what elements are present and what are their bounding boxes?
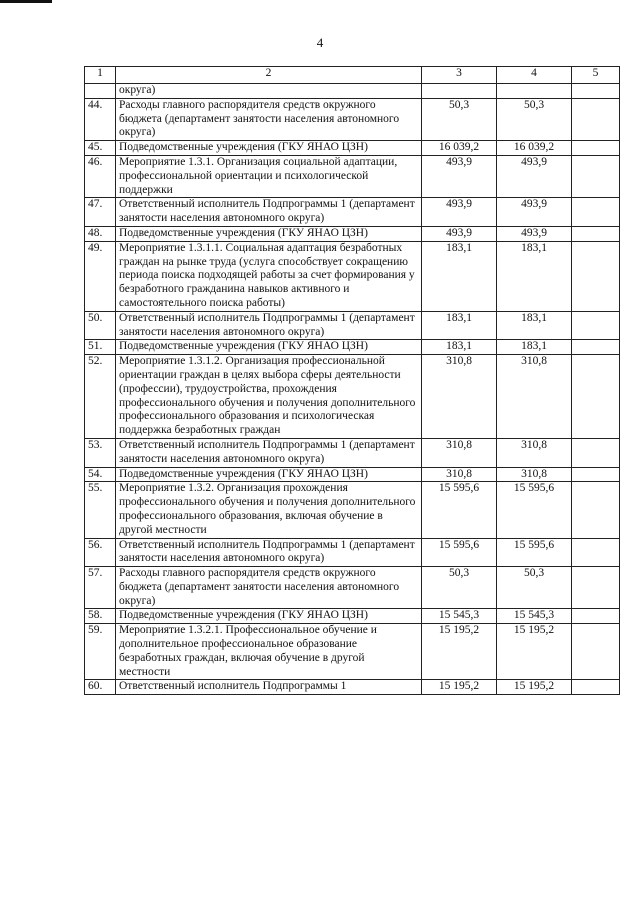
table-row: [85, 98, 620, 140]
row-number: 59.: [85, 624, 116, 680]
table-row: [85, 467, 620, 482]
header-col-3: 3: [422, 67, 497, 84]
row-col-4: 16 039,2: [497, 141, 572, 156]
table-row: [85, 311, 620, 340]
row-col-3: 15 595,6: [422, 482, 497, 538]
row-col-5: [572, 538, 620, 567]
row-col-5: [572, 624, 620, 680]
row-col-5: [572, 467, 620, 482]
row-number: 58.: [85, 609, 116, 624]
row-col-3: 50,3: [422, 98, 497, 140]
row-number: 57.: [85, 567, 116, 609]
row-description: Подведомственные учреждения (ГКУ ЯНАО ЦЗН): [116, 467, 422, 482]
row-col-3: 310,8: [422, 467, 497, 482]
row-number: 52.: [85, 355, 116, 439]
row-number: [85, 84, 116, 99]
row-col-5: [572, 680, 620, 695]
row-col-4: 310,8: [497, 355, 572, 439]
row-description: Ответственный исполнитель Подпрограммы 1 (департамент занятости населения автономного округа): [116, 311, 422, 340]
row-number: 47.: [85, 198, 116, 227]
row-description: Мероприятие 1.3.1.2. Организация профессиональной ориентации граждан в целях выбора сферы деятельности (профессии), трудоустройства, прохождения профессионального обучения и получения дополнительного профессионального образования и психологическая поддержка безработных граждан: [116, 355, 422, 439]
row-number: 55.: [85, 482, 116, 538]
row-number: 44.: [85, 98, 116, 140]
row-description: Мероприятие 1.3.1.1. Социальная адаптация безработных граждан на рынке труда (услуга способствует сокращению периода поиска подходящей работы за счет формирования у безработного гражданина навыков активного и самостоятельного поиска работы): [116, 241, 422, 311]
row-col-5: [572, 241, 620, 311]
table-row: [85, 226, 620, 241]
header-col-4: 4: [497, 67, 572, 84]
row-col-3: 183,1: [422, 241, 497, 311]
table-row: [85, 482, 620, 538]
row-number: 56.: [85, 538, 116, 567]
row-col-4: 15 595,6: [497, 538, 572, 567]
row-col-3: 493,9: [422, 155, 497, 197]
row-col-5: [572, 311, 620, 340]
scan-edge-mark: [0, 0, 52, 3]
row-description: Мероприятие 1.3.2.1. Профессиональное обучение и дополнительное профессиональное образование безработных граждан, включая обучение в другой местности: [116, 624, 422, 680]
row-number: 51.: [85, 340, 116, 355]
row-col-4: [497, 84, 572, 99]
row-number: 60.: [85, 680, 116, 695]
row-col-4: 15 545,3: [497, 609, 572, 624]
header-col-1: 1: [85, 67, 116, 84]
header-col-5: 5: [572, 67, 620, 84]
row-col-4: 50,3: [497, 98, 572, 140]
row-col-3: 493,9: [422, 198, 497, 227]
table-row: [85, 241, 620, 311]
table-row: [85, 624, 620, 680]
row-col-3: 183,1: [422, 340, 497, 355]
row-col-5: [572, 567, 620, 609]
header-row: [85, 67, 620, 84]
row-col-3: [422, 84, 497, 99]
row-col-4: 50,3: [497, 567, 572, 609]
row-col-4: 183,1: [497, 311, 572, 340]
row-description: Ответственный исполнитель Подпрограммы 1 (департамент занятости населения автономного округа): [116, 198, 422, 227]
row-col-4: 183,1: [497, 340, 572, 355]
table-row: [85, 198, 620, 227]
row-col-3: 16 039,2: [422, 141, 497, 156]
row-number: 48.: [85, 226, 116, 241]
row-number: 46.: [85, 155, 116, 197]
row-col-3: 15 195,2: [422, 624, 497, 680]
row-description: Ответственный исполнитель Подпрограммы 1 (департамент занятости населения автономного округа): [116, 538, 422, 567]
row-col-5: [572, 609, 620, 624]
continuation-row: [85, 84, 620, 99]
row-description: Подведомственные учреждения (ГКУ ЯНАО ЦЗН): [116, 141, 422, 156]
row-col-3: 183,1: [422, 311, 497, 340]
row-number: 54.: [85, 467, 116, 482]
table-row: [85, 155, 620, 197]
table-row: [85, 340, 620, 355]
table-row: [85, 609, 620, 624]
table-row: [85, 438, 620, 467]
row-col-5: [572, 355, 620, 439]
row-col-4: 493,9: [497, 198, 572, 227]
row-description: Мероприятие 1.3.2. Организация прохождения профессионального обучения и получения дополнительного профессионального образования, включая обучение в другой местности: [116, 482, 422, 538]
row-col-4: 493,9: [497, 155, 572, 197]
row-description: Ответственный исполнитель Подпрограммы 1: [116, 680, 422, 695]
row-col-3: 310,8: [422, 438, 497, 467]
table-row: [85, 141, 620, 156]
row-col-5: [572, 98, 620, 140]
table-row: [85, 355, 620, 439]
row-number: 49.: [85, 241, 116, 311]
row-description: Расходы главного распорядителя средств окружного бюджета (департамент занятости населения автономного округа): [116, 567, 422, 609]
row-number: 45.: [85, 141, 116, 156]
budget-table: [84, 66, 620, 695]
row-col-5: [572, 482, 620, 538]
row-col-5: [572, 226, 620, 241]
row-description: Мероприятие 1.3.1. Организация социальной адаптации, профессиональной ориентации и психологической поддержки: [116, 155, 422, 197]
row-col-4: 310,8: [497, 438, 572, 467]
row-col-3: 15 195,2: [422, 680, 497, 695]
row-description: Ответственный исполнитель Подпрограммы 1 (департамент занятости населения автономного округа): [116, 438, 422, 467]
table-row: [85, 680, 620, 695]
row-col-4: 183,1: [497, 241, 572, 311]
header-col-2: 2: [116, 67, 422, 84]
table-row: [85, 567, 620, 609]
row-col-4: 493,9: [497, 226, 572, 241]
row-col-3: 50,3: [422, 567, 497, 609]
row-col-3: 15 545,3: [422, 609, 497, 624]
row-col-5: [572, 155, 620, 197]
row-col-4: 15 195,2: [497, 680, 572, 695]
page-number: 4: [316, 35, 324, 50]
table-row: [85, 538, 620, 567]
row-col-5: [572, 438, 620, 467]
row-number: 53.: [85, 438, 116, 467]
row-col-5: [572, 198, 620, 227]
row-col-4: 15 595,6: [497, 482, 572, 538]
row-col-4: 15 195,2: [497, 624, 572, 680]
row-description: округа): [116, 84, 422, 99]
row-number: 50.: [85, 311, 116, 340]
row-col-3: 310,8: [422, 355, 497, 439]
row-description: Расходы главного распорядителя средств окружного бюджета (департамент занятости населения автономного округа): [116, 98, 422, 140]
row-description: Подведомственные учреждения (ГКУ ЯНАО ЦЗН): [116, 226, 422, 241]
row-col-3: 15 595,6: [422, 538, 497, 567]
row-description: Подведомственные учреждения (ГКУ ЯНАО ЦЗН): [116, 609, 422, 624]
row-col-5: [572, 141, 620, 156]
row-col-5: [572, 84, 620, 99]
row-description: Подведомственные учреждения (ГКУ ЯНАО ЦЗН): [116, 340, 422, 355]
row-col-4: 310,8: [497, 467, 572, 482]
row-col-3: 493,9: [422, 226, 497, 241]
row-col-5: [572, 340, 620, 355]
